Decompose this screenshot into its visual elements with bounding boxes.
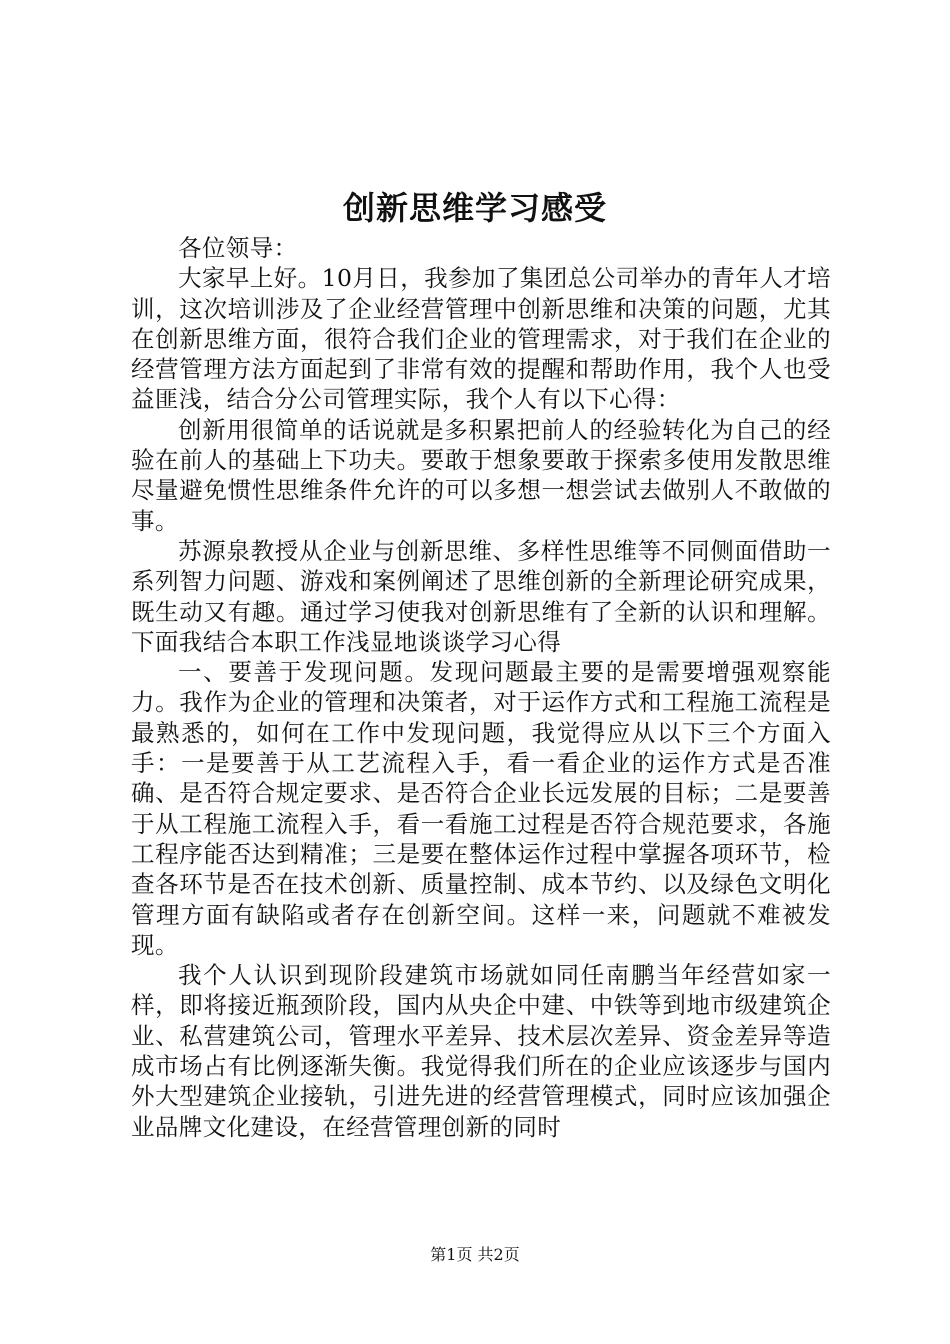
body-paragraph: 大家早上好。10月日，我参加了集团总公司举办的青年人才培训，这次培训涉及了企业经营管理中创新思维和决策的问题，尤其在创新思维方面，很符合我们企业的管理需求，对于我们在企业的经营管理方法方面起到了非常有效的提醒和帮助作用，我个人也受益匪浅，结合分公司管理实际，我个人有以下心得： (131, 264, 831, 414)
body-paragraph: 创新用很简单的话说就是多积累把前人的经验转化为自己的经验在前人的基础上下功夫。要敢于想象要敢于探索多使用发散思维尽量避免惯性思维条件允许的可以多想一想尝试去做别人不敢做的事。 (131, 415, 831, 535)
document-body (131, 233, 831, 1142)
body-paragraph: 一、要善于发现问题。发现问题最主要的是需要增强观察能力。我作为企业的管理和决策者，对于运作方式和工程施工流程是最熟悉的，如何在工作中发现问题，我觉得应从以下三个方面入手：一是要善于从工艺流程入手，看一看企业的运作方式是否准确、是否符合规定要求、是否符合企业长远发展的目标；二是要善于从工程施工流程入手，看一看施工过程是否符合规范要求，各施工程序能否达到精准；三是要在整体运作过程中掌握各项环节，检查各环节是否在技术创新、质量控制、成本节约、以及绿色文明化管理方面有缺陷或者存在创新空间。这样一来，问题就不难被发现。 (131, 658, 831, 959)
salutation-paragraph: 各位领导： (178, 234, 298, 262)
body-paragraph: 苏源泉教授从企业与创新思维、多样性思维等不同侧面借助一系列智力问题、游戏和案例阐述了思维创新的全新理论研究成果，既生动又有趣。通过学习使我对创新思维有了全新的认识和理解。下面我结合本职工作浅显地谈谈学习心得 (131, 536, 831, 656)
page-footer: 第1页 共2页 (430, 1245, 520, 1264)
document-title: 创新思维学习感受 (342, 189, 607, 227)
body-paragraph: 我个人认识到现阶段建筑市场就如同任南鹏当年经营如家一样，即将接近瓶颈阶段，国内从央企中建、中铁等到地市级建筑企业、私营建筑公司，管理水平差异、技术层次差异、资金差异等造成市场占有比例逐渐失衡。我觉得我们所在的企业应该逐步与国内外大型建筑企业接轨，引进先进的经营管理模式，同时应该加强企业品牌文化建设，在经营管理创新的同时 (131, 961, 831, 1141)
